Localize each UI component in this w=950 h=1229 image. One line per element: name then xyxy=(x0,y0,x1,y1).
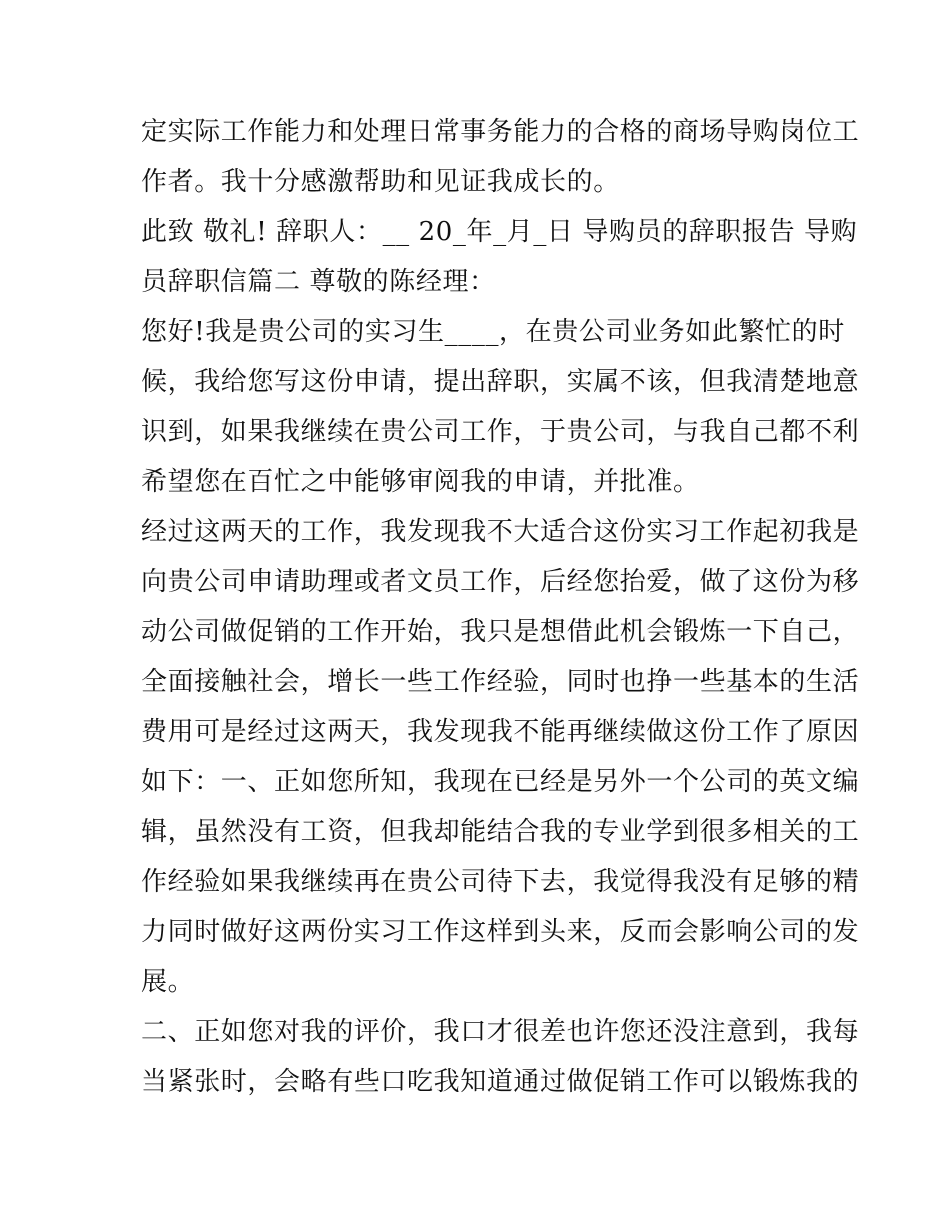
text-line: 展。 xyxy=(141,967,195,997)
text-line: 力同时做好这两份实习工作这样到头来，反而会影响公司的发 xyxy=(141,917,860,947)
text-line: 此致 敬礼! 辞职人：__ 20_年_月_日 导购员的辞职报告 导购 xyxy=(141,217,858,247)
text-line: 动公司做促销的工作开始，我只是想借此机会锻炼一下自己， xyxy=(141,617,860,647)
text-line: 全面接触社会，增长一些工作经验，同时也挣一些基本的生活 xyxy=(141,667,860,697)
text-line: 员辞职信篇二 尊敬的陈经理： xyxy=(141,267,496,297)
text-line: 如下：一、正如您所知，我现在已经是另外一个公司的英文编 xyxy=(141,767,860,797)
text-line: 候，我给您写这份申请，提出辞职，实属不该，但我清楚地意 xyxy=(141,367,860,397)
text-line: 费用可是经过这两天，我发现我不能再继续做这份工作了原因 xyxy=(141,717,860,747)
document-body xyxy=(141,107,860,1107)
text-line: 识到，如果我继续在贵公司工作，于贵公司，与我自己都不利 xyxy=(141,417,860,447)
text-line: 当紧张时，会略有些口吃我知道通过做促销工作可以锻炼我的 xyxy=(141,1067,860,1097)
text-line: 作者。我十分感激帮助和见证我成长的。 xyxy=(141,167,620,197)
text-line: 希望您在百忙之中能够审阅我的申请，并批准。 xyxy=(141,467,700,497)
text-line: 向贵公司申请助理或者文员工作，后经您抬爱，做了这份为移 xyxy=(141,567,860,597)
text-line: 辑，虽然没有工资，但我却能结合我的专业学到很多相关的工 xyxy=(141,817,860,847)
text-line: 经过这两天的工作，我发现我不大适合这份实习工作起初我是 xyxy=(141,517,860,547)
text-line: 您好!我是贵公司的实习生____，在贵公司业务如此繁忙的时 xyxy=(141,317,845,347)
text-line: 二、正如您对我的评价，我口才很差也许您还没注意到，我每 xyxy=(141,1017,860,1047)
text-line: 定实际工作能力和处理日常事务能力的合格的商场导购岗位工 xyxy=(141,117,860,147)
text-line: 作经验如果我继续再在贵公司待下去，我觉得我没有足够的精 xyxy=(141,867,860,897)
